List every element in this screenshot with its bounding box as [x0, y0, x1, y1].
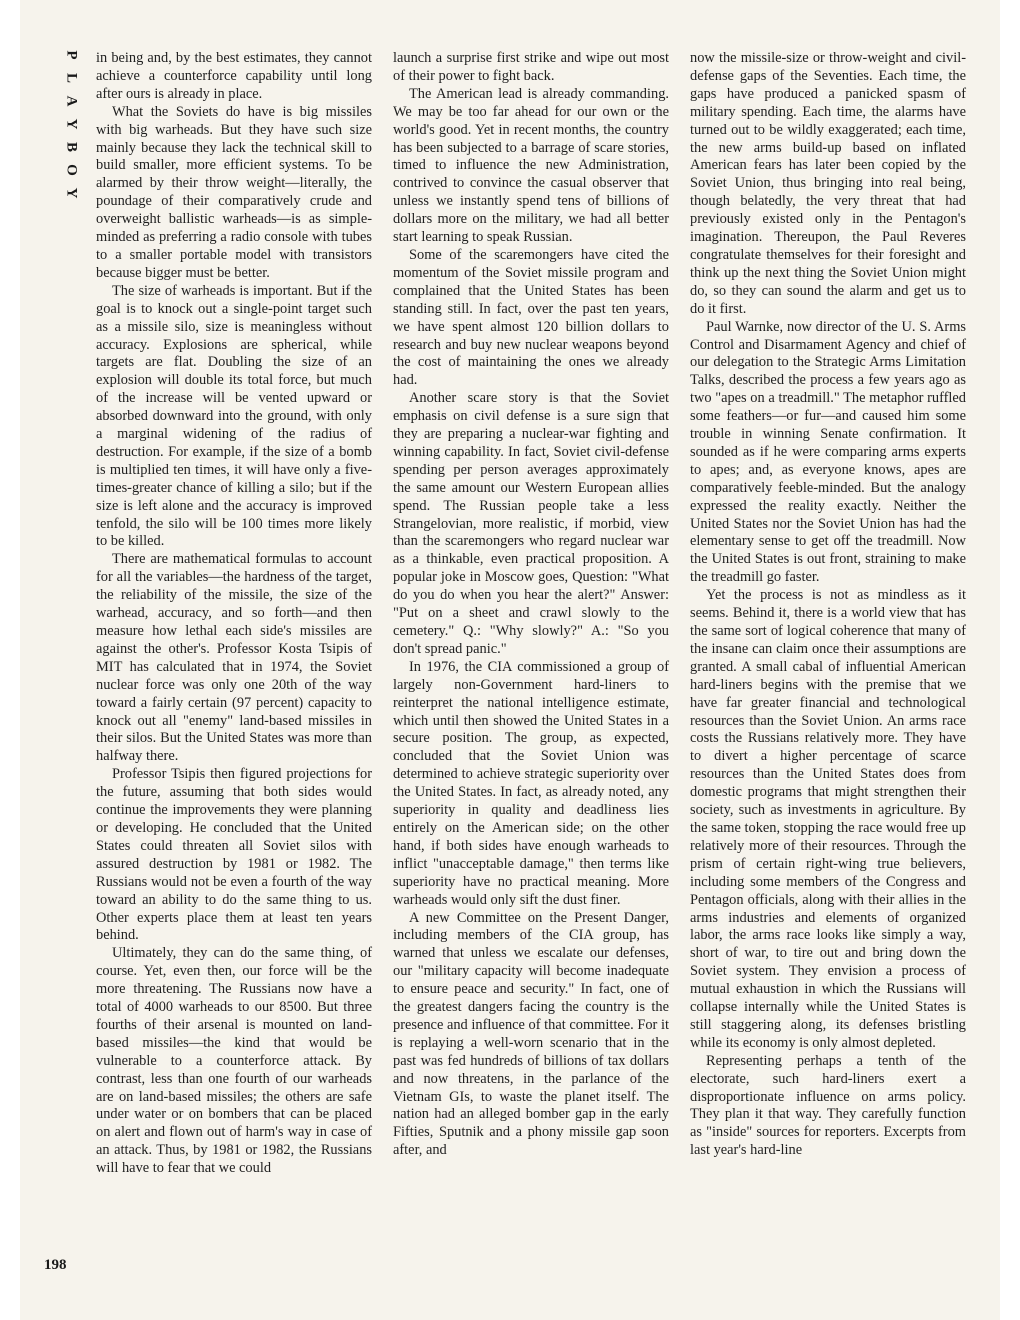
playboy-vertical-mark: [56, 44, 86, 205]
paragraph: What the Soviets do have is big missiles with big warheads. But they have such size mainly because they lack the technical skill to build smaller, more efficient systems. To be alarmed by their throw weight—literally, the poundage of their comparatively crude and overweight ballistic warheads—is as simple-minded as preferring a radio console with tubes to a smaller portable model with transistors because bigger must be better.: [96, 103, 372, 281]
paragraph: Representing perhaps a tenth of the electorate, such hard-liners exert a disproportionate influence on arms policy. They plan it that way. They carefully function as "inside" sources for reporters. Excerpts from last year's hard-line: [690, 1052, 966, 1159]
magazine-page: [20, 0, 1000, 1320]
paragraph: In 1976, the CIA commissioned a group of largely non-Government hard-liners to reinterpret the national intelligence estimate, which until then showed the United States in a secure position. The group, as expected, concluded that the Soviet Union was determined to achieve strategic superiority over the United States. In fact, as already noted, any superiority in quality and deadliness lies entirely on the American side; on the other hand, if both sides have enough warheads to inflict "unacceptable damage," then terms like superiority have no practical meaning. More warheads would only sift the dust finer.: [393, 658, 669, 908]
paragraph: Professor Tsipis then figured projections for the future, assuming that both sides would continue the improvements they were planning or developing. He concluded that the United States could threaten all Soviet silos with assured destruction by 1981 or 1982. The Russians would not be even a fourth of the way toward an ability to do the same thing to us. Other experts place them at least ten years behind.: [96, 766, 372, 944]
paragraph: Another scare story is that the Soviet emphasis on civil defense is a sure sign that they are preparing a nuclear-war fighting and winning capability. In fact, Soviet civil-defense spending per person averages approximately the same amount our Western European allies spend. The Russian people take a less Strangelovian, more realistic, if morbid, view than the scaremongers who regard nuclear war as a thinkable, even practical proposition. A popular joke in Moscow goes, Question: "What do you do when you hear the alert?" Answer: "Put on a sheet and crawl slowly to the cemetery." Q.: "Why slowly?" A.: "So you don't spread panic.": [393, 390, 669, 657]
paragraph: The American lead is already commanding. We may be too far ahead for our own or the world's good. Yet in recent months, the country has been subjected to a barrage of scare stories, timed to influence the new Administration, contrived to convince the casual observer that unless we instantly spend tens of billions of dollars more on the military, we had all better start learning to speak Russian.: [393, 85, 669, 246]
paragraph: There are mathematical formulas to account for all the variables—the hardness of the target, the reliability of the missile, the size of the warhead, accuracy, and so forth—and then measure how lethal each side's missiles are against the other's. Professor Kosta Tsipis of MIT has calculated that in 1974, the Soviet nuclear force was only one 20th of the way toward a fairly certain (97 percent) capacity to knock out all "enemy" land-based missiles in their silos. But the United States was more than halfway there.: [96, 551, 372, 765]
paragraph: A new Committee on the Present Danger, including members of the CIA group, has warned that unless we escalate our defenses, our "military capacity will become inadequate to ensure peace and security." In fact, one of the greatest dangers facing the country is the presence and influence of that committee. For it is replaying a well-worn scenario that in the past was fed hundreds of billions of tax dollars and now threatens, in the parlance of the Vietnam GIs, to waste the planet itself. The nation had an alleged bomber gap in the early Fifties, Sputnik and a phony missile gap soon after, and: [393, 909, 669, 1159]
paragraph: in being and, by the best estimates, they cannot achieve a counterforce capability until long after ours is already in place.: [96, 50, 372, 102]
paragraph: launch a surprise first strike and wipe out most of their power to fight back.: [393, 50, 669, 84]
mark-letter: O: [63, 164, 80, 177]
text-column-2: [393, 50, 669, 1160]
paragraph: The size of warheads is important. But if the goal is to knock out a single-point target such as a missile silo, size is meaningless without accuracy. Explosions are spherical, while targets are flat. Doubling the size of an explosion will double its total force, but much of the increase will be vented upward or absorbed downward into the ground, with only a marginal widening of the radius of destruction. For example, if the size of a bomb is multiplied ten times, it will have only a five-times-greater chance of killing a silo; but if the size is left alone and the accuracy is improved tenfold, the silo will be 100 times more likely to be killed.: [96, 282, 372, 550]
mark-letter: P: [63, 50, 80, 61]
paragraph: Yet the process is not as mindless as it seems. Behind it, there is a world view that has the same sort of logical coherence that many of the insane can claim once their assumptions are granted. A small cabal of influential American hard-liners begins with the premise that we have far greater financial and technological resources than the Soviet Union. An arms race costs the Russians relatively more. They have to divert a higher percentage of scarce resources than the United States does from domestic programs that might strengthen their society, such as investments in agriculture. By the same token, stopping the race would free up relatively more of their resources. Through the prism of certain right-wing true believers, including some members of the Congress and Pentagon officials, along with their allies in the arms industries and elements of organized labor, the arms race looks like simply a way, short of war, to tire out and bring down the Soviet system. They envision a process of mutual exhaustion in which the Russians will collapse internally while the United States is still staggering along, its defenses bristling while its economy is only almost depleted.: [690, 587, 966, 1051]
mark-letter: A: [63, 95, 80, 108]
mark-letter: B: [63, 141, 80, 153]
mark-letter: Y: [63, 187, 80, 200]
paragraph: Some of the scaremongers have cited the momentum of the Soviet missile program and complained that the United States has been standing still. In fact, over the past ten years, we have spent almost 120 billion dollars to research and buy new nuclear weapons beyond the cost of maintaining the ones we already had.: [393, 246, 669, 389]
mark-letter: L: [63, 72, 80, 84]
paragraph: Paul Warnke, now director of the U. S. Arms Control and Disarmament Agency and chief of our delegation to the Strategic Arms Limitation Talks, described the process a few years ago as two "apes on a treadmill." The metaphor ruffled some feathers—or fur—and caused him some trouble in winning Senate confirmation. It sounded as if he were comparing arms experts to apes; and, as everyone knows, apes are comparatively feeble-minded. But the analogy expressed the reality exactly. Neither the United States nor the Soviet Union has had the elementary sense to get off the treadmill. Now the United States is out front, straining to make the treadmill go faster.: [690, 318, 966, 586]
paragraph: now the missile-size or throw-weight and civil-defense gaps of the Seventies. Each time, the gaps have produced a panicked spasm of military spending. Each time, the alarms have turned out to be wildly exaggerated; each time, the new arms build-up based on inflated American fears has later been copied by the Soviet Union, thus bringing into real being, though belatedly, the very threat that had previously existed only in the Pentagon's imagination. Thereupon, the Paul Reveres congratulate themselves for their foresight and think up the next thing the Soviet Union might do, so they can sound the alarm and get us to do it first.: [690, 50, 966, 317]
text-column-1: [96, 50, 372, 1178]
paragraph: Ultimately, they can do the same thing, of course. Yet, even then, our force will be the more threatening. The Russians now have a total of 4000 warheads to our 8500. But three fourths of their arsenal is mounted on land-based missiles—the kind that would be vulnerable to a counterforce attack. By contrast, less than one fourth of our warheads are on land-based missiles; the others are safe under water or on bombers that can be placed on alert and flown out of harm's way in case of an attack. Thus, by 1981 or 1982, the Russians will have to fear that we could: [96, 945, 372, 1177]
page-number: 198: [44, 1257, 67, 1273]
text-column-3: [690, 50, 966, 1160]
mark-letter: Y: [63, 118, 80, 131]
